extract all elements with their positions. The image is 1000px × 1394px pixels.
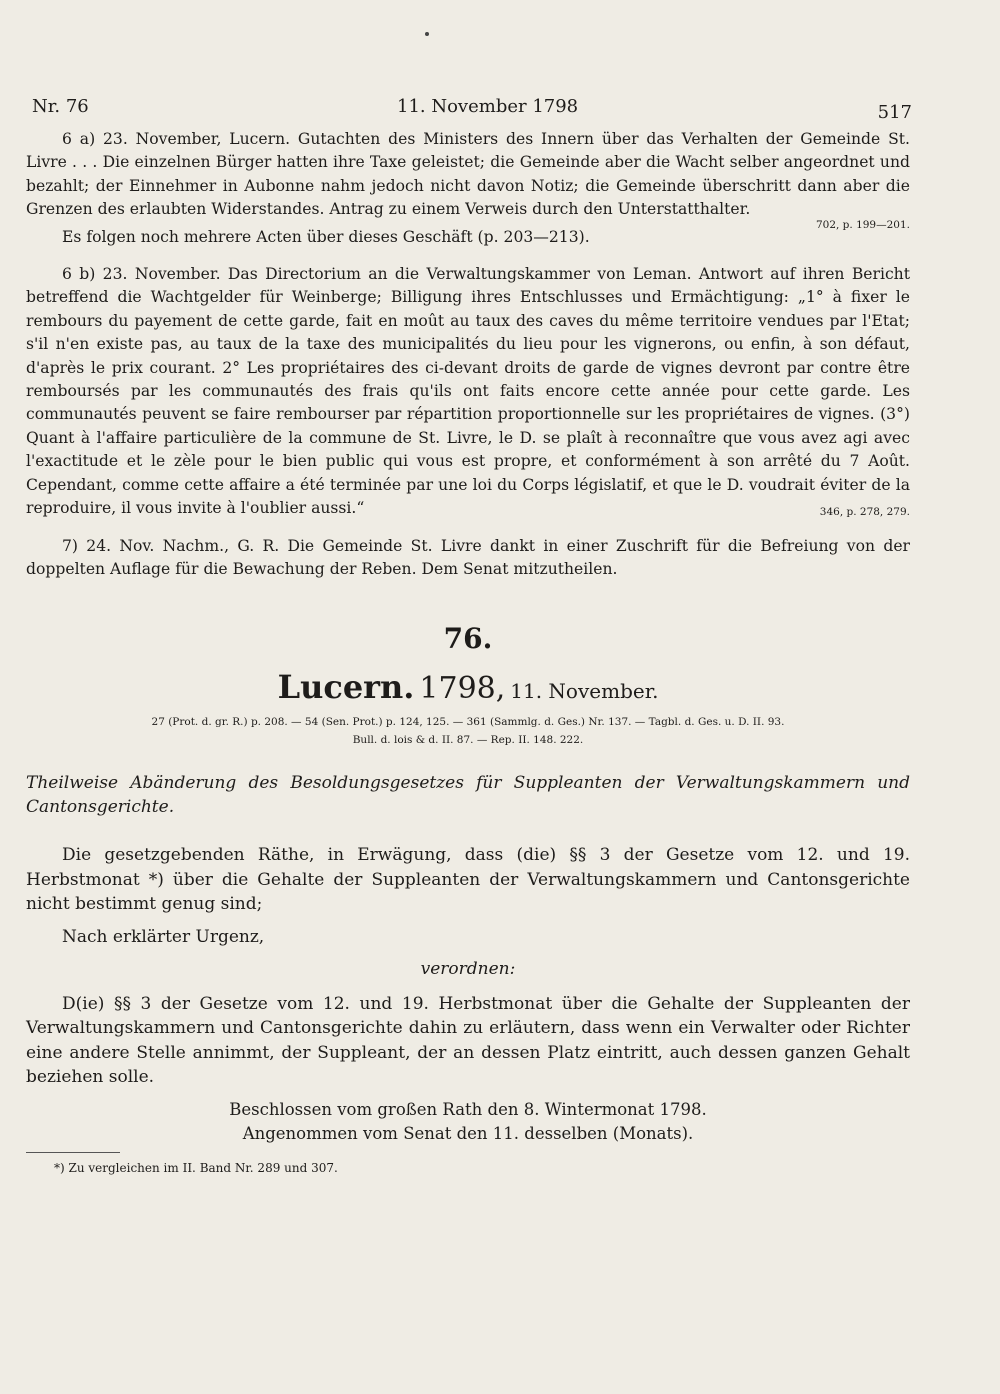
- entry-6a-text: 6 a) 23. November, Lucern. Gutachten des Ministers des Innern über das Verhalten der Gemeinde St. Livre . . . Die einzelnen Bürger hatten ihre Taxe geleistet; die Gemeinde aber die Wacht selber angeordnet und bezahlt; der Einnehmer in Aubonne nahm jedoch nicht davon Notiz; die Gemeinde überschritt dann aber die Grenzen des erlaubten Widerstandes. Antrag zu einem Verweis durch den Unterstatthalter.: [26, 130, 910, 219]
- section-city: Lucern.: [277, 668, 415, 707]
- page-body: [26, 128, 910, 1180]
- closing-great-council: Beschlossen vom großen Rath den 8. Wintermonat 1798.: [229, 1099, 707, 1119]
- decree-urgency: Nach erklärter Urgenz,: [62, 926, 265, 947]
- section-subject: Theilweise Abänderung des Besoldungsgesetzes für Suppleanten der Verwaltungskammern und Cantonsgerichte.: [26, 773, 910, 818]
- section-number: 76.: [443, 622, 493, 656]
- sources-line-2: Bull. d. lois & d. II. 87. — Rep. II. 148. 222.: [352, 734, 584, 747]
- entry-6b-text: 6 b) 23. November. Das Directorium an die Verwaltungskammer von Leman. Antwort auf ihren Bericht betreffend die Wachtgelder für Weinberge; Billigung ihres Entschlusses und Ermächtigung: „1° à fixer le rembours du payement de cette garde, fait en moût au taux des caves du même territoire vendues par l'Etat; s'il n'en existe pas, au taux de la taxe des municipalités du lieu pour les vignerons, ou enfin, à son défaut, d'après le prix courant. 2° Les propriétaires des ci-devant droits de garde de vignes devront par contre être remboursés par les communautés des frais qu'ils ont faits encore cette année pour cette garde. Les communautés peuvent se faire rembourser par répartition proportionnelle sur les propriétaires de vignes. (3°) Quant à l'affaire particulière de la commune de St. Livre, le D. se plaît à reconnaître que vous avez agi avec l'exactitude et le zèle pour le bien public qui vous est propre, et conformément à son arrêté du 7 Août. Cependant, comme cette affaire a été terminée par une loi du Corps législatif, et que le D. voudrait éviter de la reproduire, il vous invite à l'oublier aussi.“ 346, p. 278, 279.: [26, 263, 910, 520]
- footnote-rule: [26, 1152, 120, 1153]
- closing-senate: Angenommen vom Senat den 11. desselben (Monats).: [242, 1123, 694, 1143]
- header-entry-number: Nr. 76: [32, 96, 89, 117]
- sources-line-1: 27 (Prot. d. gr. R.) p. 208. — 54 (Sen. Prot.) p. 124, 125. — 361 (Sammlg. d. Ges.) Nr. 137. — Tagbl. d. Ges. u. D. II. 93.: [151, 716, 785, 729]
- footnote: *) Zu vergleichen im II. Band Nr. 289 und 307.: [54, 1160, 338, 1175]
- section-date: 11. November.: [510, 679, 659, 704]
- ink-dot: [425, 32, 429, 36]
- entry-7-text: 7) 24. Nov. Nachm., G. R. Die Gemeinde St. Livre dankt in einer Zuschrift für die Befreiung von der doppelten Auflage für die Bewachung der Reben. Dem Senat mitzutheilen.: [26, 536, 910, 578]
- entry-6b-reference: 346, p. 278, 279.: [819, 506, 910, 519]
- running-header: [32, 96, 912, 122]
- section-title: [26, 667, 910, 713]
- decree-text: [26, 843, 910, 1146]
- page-number: 517: [877, 102, 912, 123]
- header-date: 11. November 1798: [397, 96, 579, 117]
- decree-verordnen: verordnen:: [420, 959, 516, 980]
- entry-6a-followup: Es folgen noch mehrere Acten über dieses Geschäft (p. 203—213).: [62, 227, 590, 246]
- decree-article: D(ie) §§ 3 der Gesetze vom 12. und 19. Herbstmonat über die Gehalte der Suppleanten der Verwaltungskammern und Cantonsgerichte dahin zu erläutern, dass wenn ein Verwalter oder Richter eine andere Stelle annimmt, der Suppleant, der an dessen Platz eintritt, auch dessen ganzen Gehalt beziehen solle.: [26, 993, 910, 1088]
- section-sources: [26, 713, 910, 749]
- entry-6a-reference: 702, p. 199—201.: [815, 218, 910, 231]
- section-year: 1798,: [419, 671, 506, 707]
- decree-closing: [26, 1098, 910, 1146]
- decree-preamble: Die gesetzgebenden Räthe, in Erwägung, dass (die) §§ 3 der Gesetze vom 12. und 19. Herbstmonat *) über die Gehalte der Suppleanten der Verwaltungskammern und Cantonsgerichte nicht bestimmt genug sind;: [26, 845, 910, 915]
